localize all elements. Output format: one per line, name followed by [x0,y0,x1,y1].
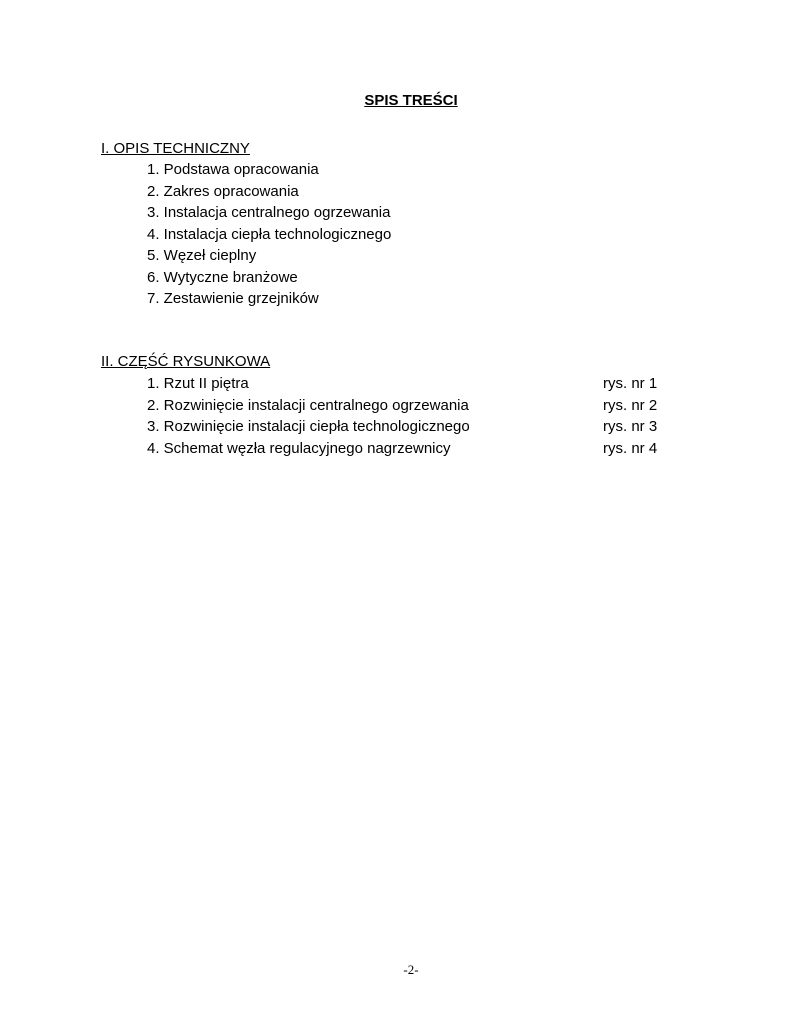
page-number: -2- [403,962,419,977]
list-item [147,288,667,310]
section-opis-techniczny-list [147,159,667,310]
list-item-label: 2. Zakres opracowania [147,182,299,200]
list-item [147,395,667,417]
list-item [147,202,667,224]
section-heading-czesc-rysunkowa: II. CZĘŚĆ RYSUNKOWA [101,353,271,370]
list-item-label: 5. Węzeł cieplny [147,247,257,264]
drawing-reference: rys. nr 3 [603,418,658,435]
list-item [147,159,667,181]
list-item-label: 6. Wytyczne branżowe [147,268,298,286]
list-item [147,267,667,289]
list-item [147,224,667,246]
list-item [147,181,667,203]
drawing-reference: rys. nr 4 [603,439,658,457]
list-item-label: 7. Zestawienie grzejników [147,290,319,307]
drawing-reference: rys. nr 2 [603,396,658,414]
list-item-label: 2. Rozwinięcie instalacji centralnego ogrzewania [147,396,469,414]
list-item [147,438,667,460]
list-item-label: 3. Instalacja centralnego ogrzewania [147,204,391,221]
page-title: SPIS TREŚCI [364,92,458,109]
list-item-label: 4. Instalacja ciepła technologicznego [147,225,392,243]
list-item-label: 3. Rozwinięcie instalacji ciepła technologicznego [147,418,470,435]
section-heading-opis-techniczny: I. OPIS TECHNICZNY [101,140,250,157]
list-item [147,416,667,438]
list-item-label: 4. Schemat węzła regulacyjnego nagrzewnicy [147,439,451,457]
list-item [147,245,667,267]
list-item-label: 1. Rzut II piętra [147,375,249,392]
drawing-reference: rys. nr 1 [603,375,658,392]
list-item [147,373,667,395]
list-item-label: 1. Podstawa opracowania [147,161,319,178]
section-czesc-rysunkowa-list [147,373,667,459]
